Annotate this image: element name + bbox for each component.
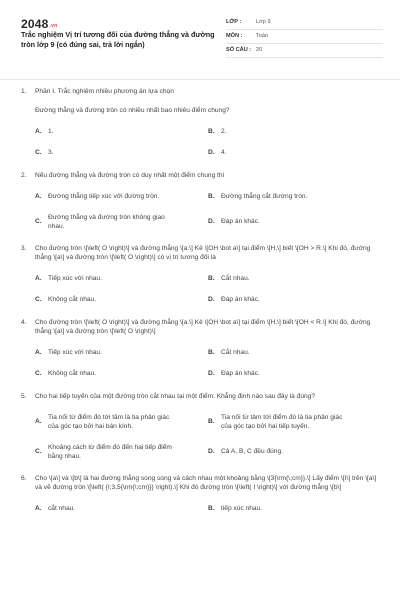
question-text: Đường thẳng và đường tròn có nhiều nhất bao nhiêu điểm chung? — [35, 106, 230, 114]
option-label: B. — [208, 418, 215, 426]
option-d[interactable] — [208, 296, 383, 305]
option-a[interactable] — [35, 275, 208, 284]
option-label: C. — [35, 296, 42, 304]
question-text: Nếu đường thẳng và đường tròn có duy nhất một điểm chung thì — [35, 171, 225, 179]
option-text: 1. — [48, 127, 54, 135]
question-text: Cho \[a\] và \[b\] là hai đường thẳng song song và cách nhau một khoảng bằng \[3{\rm{\;cm}}.\] Lấy điểm \[I\] trên \[a\] và vẽ đường tròn \[\left( {I;3,5{\rm{\;cm}}} \right).\] Khi đó đường tròn \[\left( I \right)\] với đường thẳng \[b\] — [35, 475, 377, 492]
meta-value: Lớp 9 — [256, 18, 271, 25]
option-text: tiếp xúc nhau. — [221, 505, 263, 513]
option-c[interactable] — [35, 444, 208, 462]
option-d[interactable] — [208, 370, 383, 379]
option-label: A. — [35, 127, 42, 135]
option-c[interactable] — [35, 149, 208, 158]
meta-value: Toán — [256, 32, 269, 39]
question-text: Cho đường tròn \[\left( O \right)\] và đường thẳng \[a.\] Kẻ \[OH \bot a\] tại điểm \[H,\] biết \[OH < R.\] Khi đó, đường thẳng \[a\] và đường tròn \[\left( O \right)\] — [35, 319, 371, 336]
meta-row-subject — [226, 30, 383, 44]
logo-name: 2048 — [21, 17, 49, 31]
option-b[interactable] — [208, 349, 383, 358]
option-b[interactable] — [208, 193, 383, 202]
page-title: Trắc nghiệm Vị trí tương đối của đường thẳng và đường tròn lớp 9 (có đúng sai, trả lời ngắn) — [21, 30, 215, 49]
option-grid — [35, 128, 383, 158]
option-text: Đường thẳng và đường tròn không giao nhau. — [48, 213, 165, 230]
option-text: Không cắt nhau. — [48, 296, 97, 304]
section-heading: Phần I. Trắc nghiệm nhiều phương án lựa chọn — [35, 88, 174, 95]
option-label: A. — [35, 418, 42, 426]
option-label: D. — [208, 370, 215, 378]
question-item — [21, 319, 383, 379]
option-grid — [35, 505, 383, 514]
meta-key: SỐ CÂU : — [226, 46, 252, 53]
question-item — [21, 88, 383, 158]
logo-tld: .vn — [49, 23, 58, 29]
option-d[interactable] — [208, 444, 383, 462]
option-b[interactable] — [208, 414, 383, 432]
option-text: Không cắt nhau. — [48, 370, 97, 378]
option-b[interactable] — [208, 275, 383, 284]
question-item — [21, 393, 383, 461]
option-label: D. — [208, 448, 215, 456]
meta-row-class — [226, 16, 383, 30]
option-a[interactable] — [35, 505, 208, 514]
question-item — [21, 475, 383, 514]
option-text: Đáp án khác. — [221, 370, 260, 378]
option-text: cắt nhau. — [48, 505, 76, 513]
option-text: Tia nối từ điểm đó tới tâm là tia phân giác của góc tạo bởi hai bán kính. — [48, 413, 170, 430]
option-label: C. — [35, 148, 42, 156]
meta-value: 20 — [256, 46, 263, 53]
meta-key: LỚP : — [226, 18, 242, 25]
option-label: D. — [208, 218, 215, 226]
meta-table — [226, 16, 383, 58]
option-a[interactable] — [35, 193, 208, 202]
option-c[interactable] — [35, 296, 208, 305]
option-grid — [35, 349, 383, 379]
option-grid — [35, 414, 383, 462]
option-text: Cả A, B, C đều đúng. — [221, 448, 283, 456]
meta-key: MÔN : — [226, 32, 243, 39]
question-number: 1. — [21, 88, 27, 95]
option-label: A. — [35, 349, 42, 357]
option-c[interactable] — [35, 370, 208, 379]
option-label: B. — [208, 349, 215, 357]
option-label: C. — [35, 218, 42, 226]
header-divider — [0, 79, 400, 80]
option-text: 2. — [221, 127, 227, 135]
option-label: C. — [35, 448, 42, 456]
option-c[interactable] — [35, 214, 208, 232]
question-text: Cho đường tròn \[\left( O \right)\] và đường thẳng \[a.\] Kẻ \[OH \bot a\] tại điểm \[H,\] biết \[OH > R.\] Khi đó, đường thẳng \[a\] và đường tròn \[\left( O \right)\] có vị trí tương đối là — [35, 245, 371, 262]
option-label: D. — [208, 148, 215, 156]
option-text: Đường thẳng tiếp xúc với đường tròn. — [48, 192, 160, 200]
question-item — [21, 245, 383, 305]
question-text: Cho hai tiếp tuyến của một đường tròn cắt nhau tại một điểm. Khẳng định nào sau đây là đúng? — [35, 393, 315, 401]
option-text: Cắt nhau. — [221, 275, 250, 283]
option-text: Đáp án khác. — [221, 296, 260, 304]
option-b[interactable] — [208, 505, 383, 514]
option-d[interactable] — [208, 149, 383, 158]
option-label: A. — [35, 505, 42, 513]
option-text: Đường thẳng cắt đường tròn. — [221, 192, 308, 200]
option-text: Khoảng cách từ điểm đó đến hai tiếp điểm bằng nhau. — [48, 443, 172, 460]
option-a[interactable] — [35, 349, 208, 358]
option-text: Cắt nhau. — [221, 349, 250, 357]
question-list — [21, 88, 383, 514]
option-label: B. — [208, 192, 215, 200]
option-label: B. — [208, 505, 215, 513]
meta-row-count — [226, 44, 383, 58]
question-number: 3. — [21, 245, 27, 253]
option-text: Tiếp xúc với nhau. — [48, 275, 102, 283]
question-number: 6. — [21, 475, 27, 483]
option-text: 4. — [221, 148, 227, 156]
option-label: A. — [35, 192, 42, 200]
question-item — [21, 172, 383, 232]
question-number: 5. — [21, 393, 27, 401]
option-a[interactable] — [35, 128, 208, 137]
question-number: 2. — [21, 171, 27, 179]
option-text: Tia nối từ tâm tới điểm đó là tia phân giác của góc tạo bởi hai tiếp tuyến. — [221, 413, 343, 430]
option-text: 3. — [48, 148, 54, 156]
option-a[interactable] — [35, 414, 208, 432]
option-d[interactable] — [208, 214, 383, 232]
page-header — [21, 16, 383, 68]
option-text: Tiếp xúc với nhau. — [48, 349, 102, 357]
option-label: B. — [208, 275, 215, 283]
option-grid — [35, 193, 383, 232]
option-label: C. — [35, 370, 42, 378]
option-text: Đáp án khác. — [221, 218, 260, 226]
option-label: A. — [35, 275, 42, 283]
option-label: D. — [208, 296, 215, 304]
option-grid — [35, 275, 383, 305]
option-b[interactable] — [208, 128, 383, 137]
option-label: B. — [208, 127, 215, 135]
question-number: 4. — [21, 319, 27, 327]
